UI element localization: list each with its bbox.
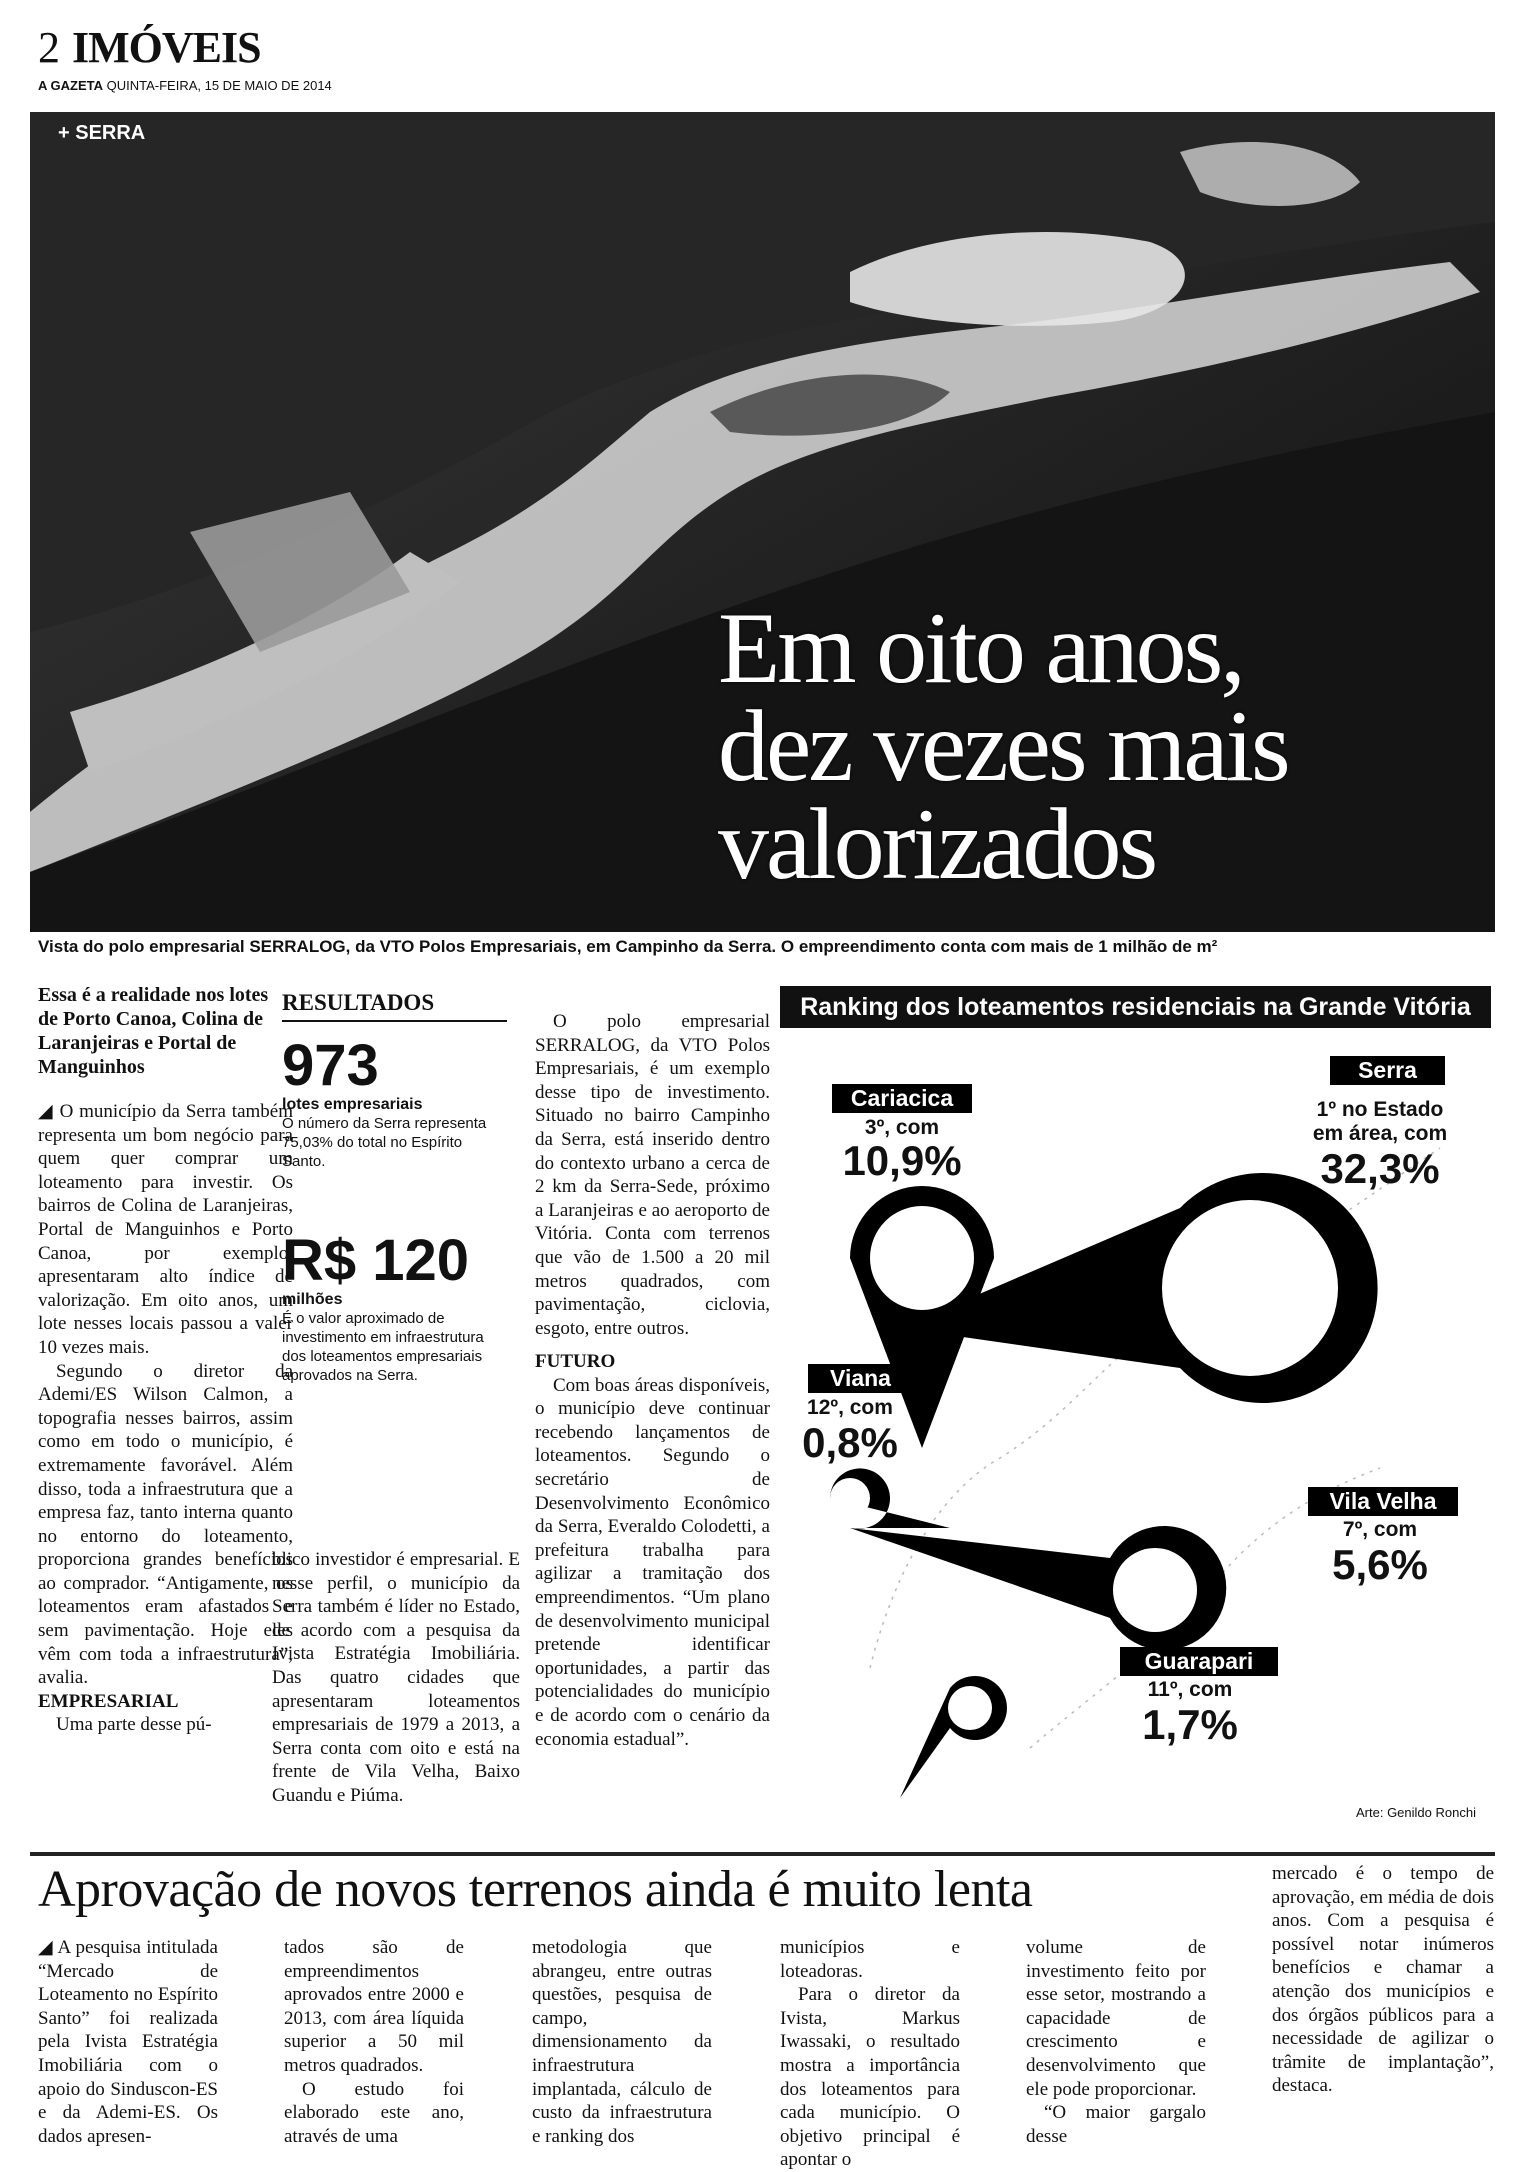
city-badge-guarapari: Guarapari <box>1120 1647 1278 1676</box>
pct-cariacica: 10,9% <box>842 1137 962 1184</box>
paragraph: Uma parte desse pú- <box>56 1714 212 1736</box>
section-title: IMÓVEIS <box>72 23 261 72</box>
pct-vila-velha: 5,6% <box>1332 1541 1428 1588</box>
subhead-futuro: FUTURO <box>535 1351 616 1372</box>
city-badge-vila-velha: Vila Velha <box>1308 1487 1458 1516</box>
subhead-empresarial: EMPRESARIAL <box>38 1690 179 1712</box>
paragraph: metodologia que abrangeu, entre outras questões, pesquisa de campo, dimensionamento da infraestrutura implantada, cálculo de custo da infraestrutura e ranking dos <box>532 1937 712 2147</box>
paragraph: municípios e loteadoras. <box>780 1937 960 1982</box>
paragraph: mercado é o tempo de aprovação, em média de dois anos. Com a pesquisa é possível notar inúmeros benefícios e chamar a atenção dos municípios e dos órgãos públicos para a necessidade de agilizar o trâmite de implantação”, destaca. <box>1272 1863 1494 2097</box>
city-badge-serra: Serra <box>1330 1056 1445 1085</box>
photo-caption: Vista do polo empresarial SERRALOG, da VTO Polos Empresariais, em Campinho da Serra. O empreendimento conta com mais de 1 milhão de m² <box>38 937 1218 956</box>
article-deck: Essa é a realidade nos lotes de Porto Canoa, Colina de Laranjeiras e Portal de Manguinhos <box>38 984 269 1078</box>
main-headline <box>718 592 1478 901</box>
results-box <box>282 990 507 1385</box>
stat-investimento-value: R$ 120 <box>282 1228 470 1293</box>
page-number: 2 <box>38 23 60 72</box>
paragraph: blico investidor é empresarial. E nesse perfil, o município da Serra também é líder no Estado, de acordo com a pesquisa da Ivista Estratégia Imobiliária. Das quatro cidades que apresentaram loteamentos empresariais de 1979 a 2013, a Serra conta com oito e está na frente de Vila Velha, Baixo Guandu e Piúma. <box>272 1549 520 1806</box>
section-divider <box>30 1852 1495 1856</box>
paragraph: Para o diretor da Ivista, Markus Iwassaki, o resultado mostra a importância dos loteamentos para cada município. O objetivo principal é apontar o <box>780 1984 960 2171</box>
pct-guarapari: 1,7% <box>1142 1701 1238 1748</box>
rank-serra: 1º no Estado em área, com <box>1312 1098 1448 1145</box>
bottom-column-4 <box>780 1936 960 2172</box>
city-badge-viana: Viana <box>808 1364 913 1393</box>
bottom-column-2 <box>284 1936 464 2148</box>
stat-investimento-desc: É o valor aproximado de investimento em infraestrutura dos loteamentos empresariais aprovados na Serra. <box>282 1310 484 1384</box>
pct-serra: 32,3% <box>1320 1145 1440 1192</box>
photo-section-tag: + SERRA <box>58 122 146 144</box>
paragraph: Segundo o diretor da Ademi/ES Wilson Calmon, a topografia nesses bairros, assim como em todo o município, é extremamente favorável. Além disso, toda a infraestrutura que a empresa faz, tanto interna quanto no entorno do loteamento, proporciona grandes benefícios ao comprador. “Antigamente, os loteamentos eram afastados e sem pavimentação. Hoje eles vêm com toda a infraestrutura”, avalia. <box>38 1360 293 1689</box>
headline-line-2: dez vezes mais <box>718 690 1288 803</box>
issue-date: QUINTA-FEIRA, 15 DE MAIO DE 2014 <box>106 78 332 93</box>
article-column-3-continued <box>535 1350 770 1751</box>
paragraph: ◢ O município da Serra também representa um bom negócio para quem quer comprar um loteamento para investir. Os bairros de Colina de Laranjeiras, Portal de Manguinhos e Porto Canoa, por exemplo, apresentaram alto índice de valorização. Em oito anos, um lote nesses locais passou a valer 10 vezes mais. <box>38 1101 293 1358</box>
paragraph: O estudo foi elaborado este ano, através de uma <box>284 2078 464 2147</box>
art-credit: Arte: Genildo Ronchi <box>1356 1805 1476 1820</box>
stat-lotes-desc: O número da Serra representa 75,03% do total no Espírito Santo. <box>282 1115 487 1170</box>
ranking-map <box>780 1028 1491 1828</box>
paragraph: volume de investimento feito por esse setor, mostrando a capacidade de crescimento e desenvolvimento que ele pode proporcionar. <box>1026 1937 1206 2100</box>
article-column-3 <box>535 1010 770 1340</box>
rank-cariacica: 3º, com <box>864 1116 940 1139</box>
guarapari-pin <box>900 1676 1007 1798</box>
vila-velha-pin <box>850 1526 1226 1650</box>
rank-vila-velha: 7º, com <box>1342 1518 1418 1541</box>
rank-guarapari: 11º, com <box>1147 1678 1233 1701</box>
ranking-title-bar: Ranking dos loteamentos residenciais na Grande Vitória <box>780 986 1491 1028</box>
rank-viana: 12º, com <box>807 1396 893 1419</box>
dateline <box>38 78 332 93</box>
stat-lotes-label: lotes empresariais <box>282 1096 423 1113</box>
bottom-column-6 <box>1272 1862 1494 2098</box>
paragraph: tados são de empreendimentos aprovados entre 2000 e 2013, com área líquida superior a 50 mil metros quadrados. <box>284 1937 464 2076</box>
results-title: RESULTADOS <box>282 990 507 1022</box>
stat-lotes-value: 973 <box>282 1033 379 1098</box>
bottom-column-3 <box>532 1936 712 2148</box>
article-column-1 <box>38 1100 293 1737</box>
headline-line-3: valorizados <box>718 788 1156 901</box>
bottom-column-5 <box>1026 1936 1206 2148</box>
paragraph: O polo empresarial SERRALOG, da VTO Polos Empresariais, é um exemplo desse tipo de investimento. Situado no bairro Campinho da Serra, está inserido dentro do contexto urbano a cerca de 2 km da Serra-Sede, próximo a Laranjeiras e ao aeroporto de Vitória. Conta com terrenos que vão de 1.500 a 20 mil metros quadrados, com pavimentação, ciclovia, esgoto, entre outros. <box>535 1011 770 1339</box>
article-column-2 <box>272 1548 520 1808</box>
city-badge-cariacica: Cariacica <box>832 1084 972 1113</box>
paragraph: ◢ A pesquisa intitulada “Mercado de Loteamento no Espírito Santo” foi realizada pela Ivista Estratégia Imobiliária com o apoio do Sinduscon-ES e da Ademi-ES. Os dados apresen- <box>38 1937 218 2147</box>
paragraph: Com boas áreas disponíveis, o município deve continuar recebendo lançamentos de loteamentos. Segundo o secretário de Desenvolvimento Econômico da Serra, Everaldo Colodetti, a prefeitura trabalha para agilizar a tramitação dos empreendimentos. “Um plano de desenvolvimento municipal pretende identificar oportunidades, a partir das potencialidades do município e de acordo com o cenário da economia estadual”. <box>535 1374 770 1750</box>
headline-line-1: Em oito anos, <box>718 592 1243 705</box>
newspaper-name: A GAZETA <box>38 78 103 93</box>
stat-investimento-label: milhões <box>282 1291 343 1308</box>
viana-pin <box>830 1468 950 1528</box>
bottom-headline: Aprovação de novos terrenos ainda é muito lenta <box>38 1861 1033 1918</box>
bottom-column-1 <box>38 1936 218 2148</box>
pct-viana: 0,8% <box>802 1419 898 1466</box>
paragraph: “O maior gargalo desse <box>1026 2102 1206 2147</box>
